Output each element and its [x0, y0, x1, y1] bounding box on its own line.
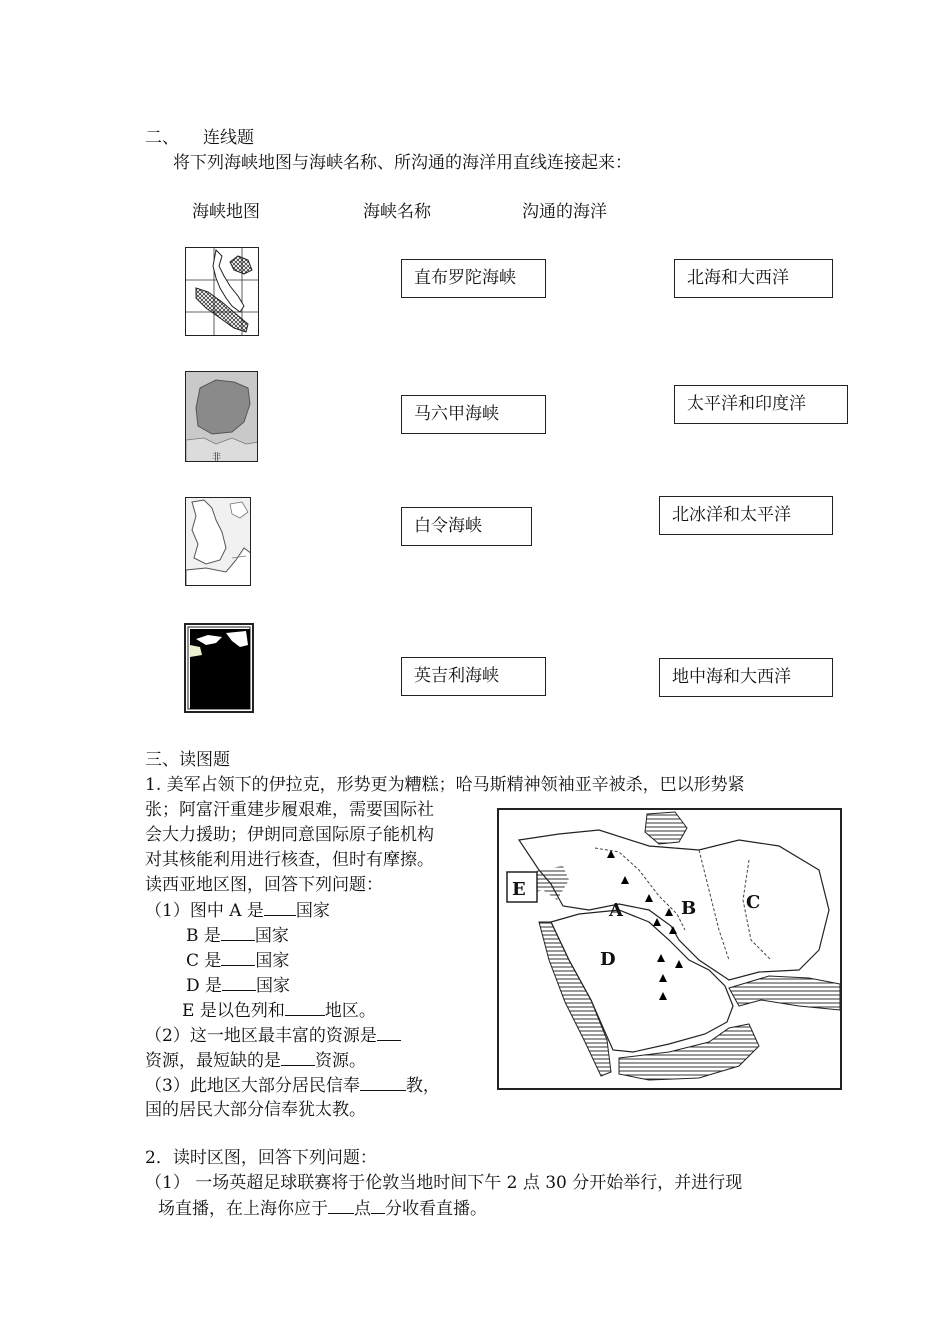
q1-text-line-1: 1. 美军占领下的伊拉克，形势更为糟糕；哈马斯精神领袖亚辛被杀，巴以形势紧	[145, 775, 745, 795]
strait-name-1[interactable]: 直布罗陀海峡	[401, 259, 546, 298]
map-label-d: D	[600, 949, 616, 970]
q1-part2-line2	[145, 1048, 366, 1074]
column-header-name: 海峡名称	[363, 202, 431, 222]
map-label-b: B	[681, 898, 697, 919]
strait-map-3[interactable]	[185, 497, 251, 586]
q1-part1-c	[186, 948, 289, 974]
strait-map-2[interactable]	[185, 371, 258, 462]
q1-a-suffix: 国家	[295, 901, 330, 921]
q1-c-label: C 是	[186, 951, 222, 971]
answer-blank-a[interactable]	[264, 898, 296, 916]
answer-blank-e[interactable]	[285, 998, 325, 1016]
q1-d-suffix: 国家	[256, 976, 291, 996]
q1-p2-line2-suffix: 资源。	[315, 1051, 366, 1071]
strait-name-4[interactable]: 英吉利海峡	[401, 657, 546, 696]
answer-blank-minute[interactable]	[371, 1196, 385, 1214]
q1-part1-e	[182, 998, 376, 1024]
strait-map-1[interactable]	[185, 247, 259, 336]
q1-part3-line2: 国的居民大部分信奉犹太教。	[145, 1100, 366, 1120]
west-asia-map[interactable]	[497, 808, 842, 1090]
q1-text-line-4: 对其核能利用进行核查，但时有摩擦。	[145, 850, 434, 870]
q2-text-line-1: 2．读时区图，回答下列问题：	[145, 1148, 377, 1168]
section2-instruction: 将下列海峡地图与海峡名称、所沟通的海洋用直线连接起来：	[173, 153, 632, 173]
strait-name-3[interactable]: 白令海峡	[401, 507, 532, 546]
column-header-map: 海峡地图	[192, 202, 260, 222]
q1-e-suffix: 地区。	[324, 1001, 376, 1021]
answer-blank-hour[interactable]	[328, 1196, 354, 1214]
strait-map-4[interactable]	[184, 623, 254, 713]
q2-line3-mid: 点	[354, 1199, 371, 1219]
q1-d-label: D 是	[186, 976, 223, 996]
ocean-option-4[interactable]: 地中海和大西洋	[659, 658, 833, 697]
map-label-e: E	[512, 879, 526, 900]
map-label-a: A	[609, 900, 623, 921]
q1-p2-line2-label: 资源，最短缺的是	[145, 1051, 281, 1071]
column-header-ocean: 沟通的海洋	[522, 202, 607, 222]
q1-text-line-2: 张；阿富汗重建步履艰难，需要国际社	[145, 800, 434, 820]
section3-heading: 三、读图题	[145, 750, 230, 770]
q1-b-label: B 是	[186, 926, 221, 946]
q1-b-suffix: 国家	[254, 926, 289, 946]
q1-p3-label: （3）此地区大部分居民信奉	[145, 1076, 360, 1096]
q1-part1-d	[186, 973, 290, 999]
q1-e-label: E 是以色列和	[182, 1001, 285, 1021]
q1-part1-a	[145, 898, 330, 924]
strait-map-2-mark: 非	[212, 453, 222, 462]
q1-text-line-3: 会大力援助；伊朗同意国际原子能机构	[145, 825, 434, 845]
q2-line3-label: 场直播，在上海你应于	[158, 1199, 328, 1219]
q2-line3-suffix: 分收看直播。	[385, 1199, 487, 1219]
ocean-option-1[interactable]: 北海和大西洋	[674, 259, 833, 298]
q1-a-label: （1）图中 A 是	[145, 901, 264, 921]
q1-c-suffix: 国家	[255, 951, 290, 971]
q1-p2-label: （2）这一地区最丰富的资源是	[145, 1026, 377, 1046]
answer-blank-c[interactable]	[221, 948, 255, 966]
ocean-option-2[interactable]: 太平洋和印度洋	[674, 385, 848, 424]
section2-heading: 连线题	[203, 128, 254, 148]
strait-name-2[interactable]: 马六甲海峡	[401, 395, 546, 434]
answer-blank-richest-resource[interactable]	[377, 1023, 401, 1041]
q2-text-line-3	[158, 1196, 487, 1222]
answer-blank-religion[interactable]	[360, 1073, 406, 1091]
section2-heading-number: 二、	[145, 128, 179, 148]
q1-part3-line1	[145, 1073, 440, 1099]
ocean-option-3[interactable]: 北冰洋和太平洋	[659, 496, 833, 535]
map-label-c: C	[746, 892, 761, 913]
q1-part1-b	[186, 923, 289, 949]
q1-part2-line1	[145, 1023, 401, 1049]
q1-text-line-5: 读西亚地区图，回答下列问题：	[145, 875, 383, 895]
q1-p3-suffix: 教，	[405, 1076, 440, 1096]
answer-blank-b[interactable]	[221, 923, 255, 941]
q2-text-line-2: （1） 一场英超足球联赛将于伦敦当地时间下午 2 点 30 分开始举行，并进行现	[145, 1173, 743, 1193]
answer-blank-scarcest-resource[interactable]	[281, 1048, 315, 1066]
answer-blank-d[interactable]	[222, 973, 256, 991]
